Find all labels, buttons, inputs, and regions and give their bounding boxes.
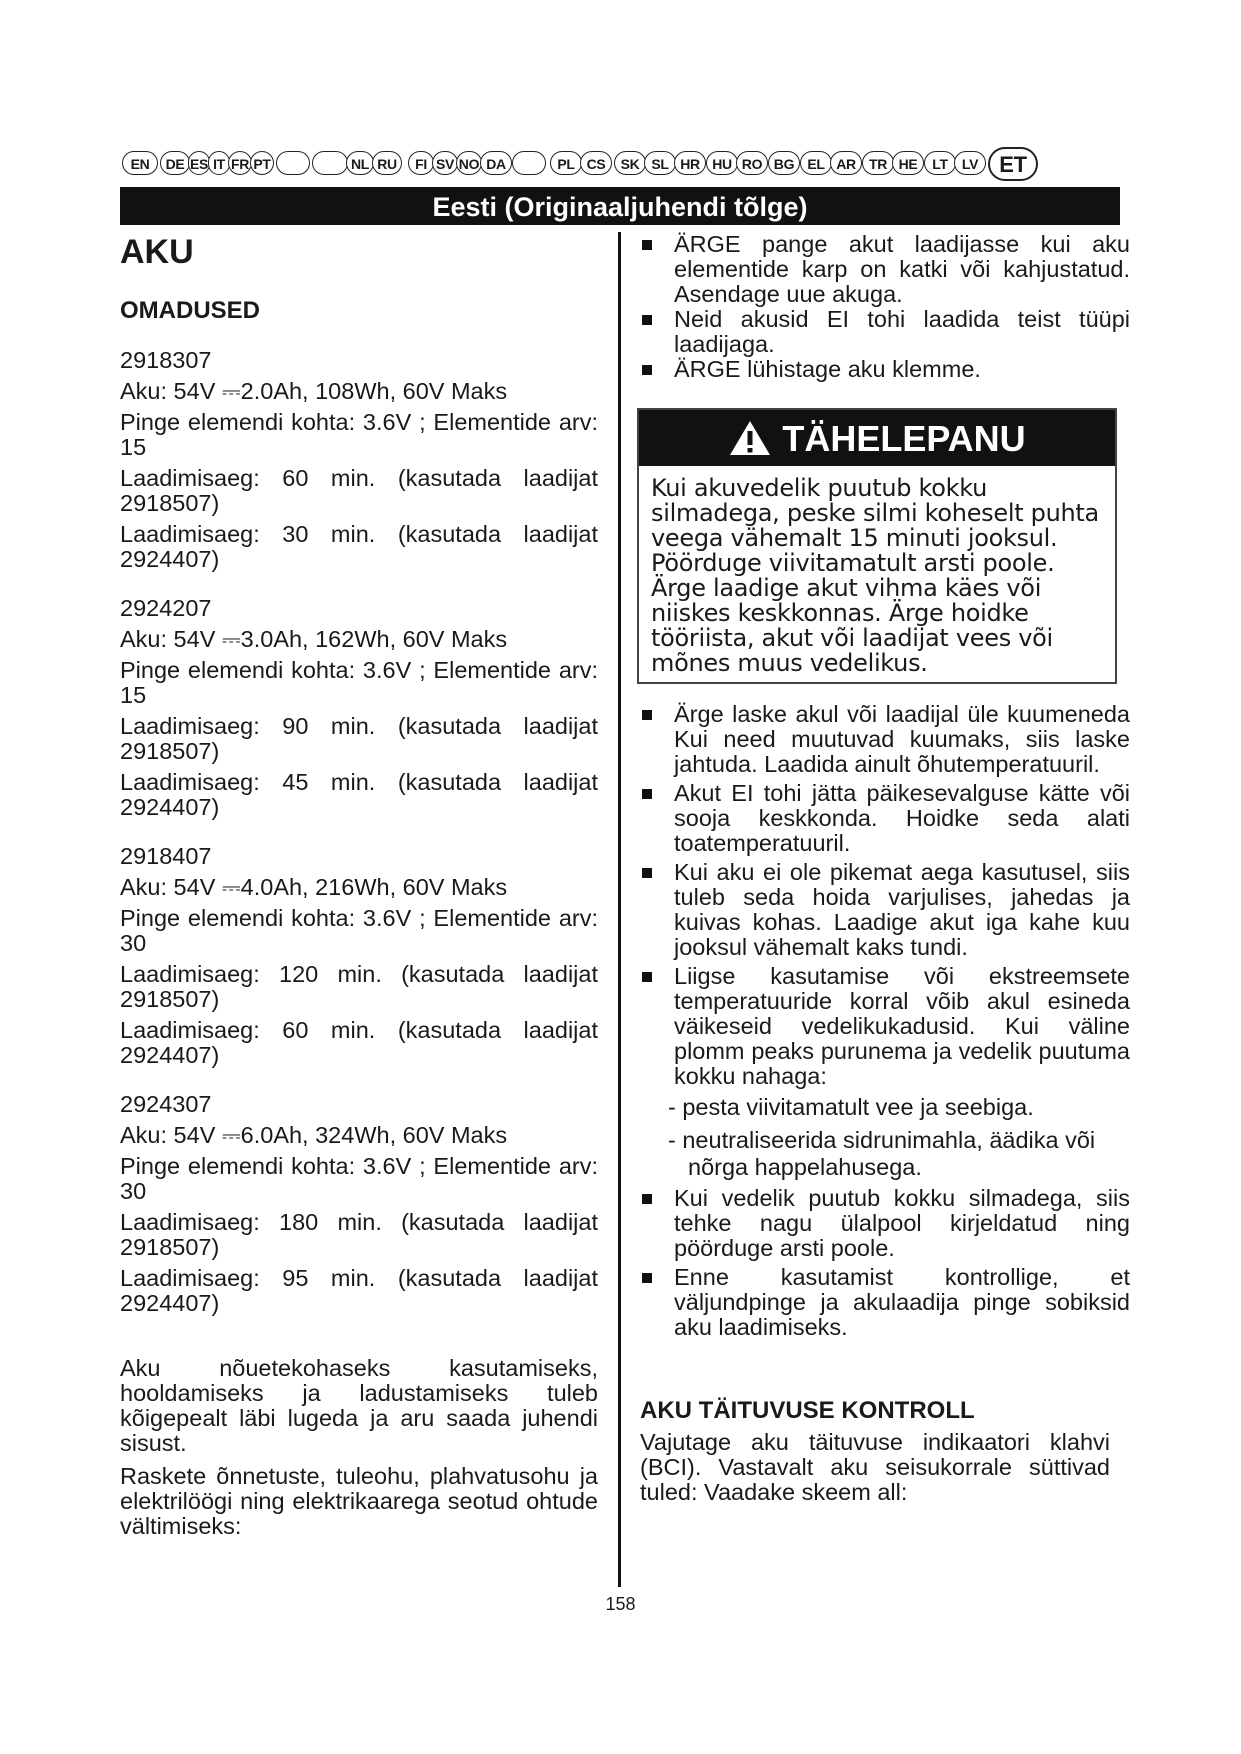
lang-blank-3: [512, 151, 546, 175]
warning-title: TÄHELEPANU: [782, 418, 1026, 459]
lang-fi: FI: [408, 151, 434, 175]
spec-battery: Aku: 54V ⎓2.0Ah, 108Wh, 60V Maks: [120, 378, 508, 404]
spec-charge-time: Laadimisaeg: 60 min. (kasutada laadijat 2924407): [120, 1017, 598, 1068]
spec-battery: Aku: 54V ⎓6.0Ah, 324Wh, 60V Maks: [120, 1122, 508, 1148]
bullet-square-icon: [642, 315, 652, 325]
bullet-text: Akut EI tohi jätta päikesevalguse kätte või sooja keskkonda. Hoidke seda alati toatemperatuuril.: [674, 780, 1130, 856]
warning-box: [637, 408, 1117, 684]
spec-block-3: [120, 844, 598, 1068]
bullet-item: [640, 232, 1130, 307]
spec-charge-time: Laadimisaeg: 45 min. (kasutada laadijat 2924407): [120, 769, 598, 820]
spec-charge-time: Laadimisaeg: 120 min. (kasutada laadijat 2918507): [120, 961, 598, 1012]
lang-blank-1: [276, 151, 310, 175]
bullet-square-icon: [642, 710, 652, 720]
spec-battery: Aku: 54V ⎓4.0Ah, 216Wh, 60V Maks: [120, 874, 508, 900]
page-number: 158: [605, 1594, 636, 1614]
bullet-square-icon: [642, 868, 652, 878]
spec-block-1: [120, 348, 598, 572]
spec-cell: Pinge elemendi kohta: 3.6V ; Elementide arv: 30: [120, 905, 598, 956]
bullet-item: [640, 860, 1130, 960]
bullet-square-icon: [642, 972, 652, 982]
lang-et-active: ET: [988, 147, 1038, 181]
dash-item: - neutraliseerida sidrunimahla, äädika või: [668, 1127, 1096, 1153]
lang-sl: SL: [644, 151, 676, 175]
spec-model: 2924307: [120, 1091, 212, 1117]
warning-triangle-icon: [728, 419, 772, 457]
lang-he: HE: [892, 151, 924, 175]
spec-charge-time: Laadimisaeg: 95 min. (kasutada laadijat 2924407): [120, 1265, 598, 1316]
bullet-item: [640, 781, 1130, 856]
warning-text: Kui akuvedelik puutub kokku silmadega, peske silmi koheselt puhta veega vähemalt 15 minuti jooksul. Pöörduge viivitamatult arsti poole. Ärge laadige akut vihma käes või niiskes keskkonnas. Ärge hoidke tööriista, akut või laadijat vees või mõnes muus vedelikus.: [651, 474, 1099, 677]
lang-de: DE: [160, 151, 190, 175]
bullet-item: [640, 1186, 1130, 1261]
right-column: [640, 232, 1130, 382]
bullet-square-icon: [642, 365, 652, 375]
lang-sv: SV: [432, 151, 458, 175]
left-column: [120, 232, 598, 1539]
bullet-text: Enne kasutamist kontrollige, et väljundpinge ja akulaadija pinge sobiksid aku laadimiseks.: [674, 1264, 1130, 1340]
lang-es: ES: [188, 151, 210, 175]
spec-model: 2918407: [120, 843, 212, 869]
column-divider: [618, 232, 621, 1587]
lang-el: EL: [800, 151, 832, 175]
lang-lt: LT: [924, 151, 956, 175]
lang-ar: AR: [830, 151, 862, 175]
spec-block-4: [120, 1092, 598, 1316]
bullet-square-icon: [642, 1273, 652, 1283]
bullet-text: Kui aku ei ole pikemat aega kasutusel, siis tuleb seda hoida varjulises, jahedas ja kuivas kohas. Laadige akut iga kahe kuu jooksul vähemalt kaks tundi.: [674, 859, 1130, 960]
spec-cell: Pinge elemendi kohta: 3.6V ; Elementide arv: 15: [120, 409, 598, 460]
lang-ro: RO: [736, 151, 768, 175]
lang-nl: NL: [346, 151, 374, 175]
bullet-text: Ärge laske akul või laadijal üle kuumeneda Kui need muutuvad kuumaks, siis laske jahtuda. Laadida ainult õhutemperatuuril.: [674, 701, 1130, 777]
bullet-square-icon: [642, 1194, 652, 1204]
bullet-text: Kui vedelik puutub kokku silmadega, siis tehke nagu ülalpool kirjeldatud ning pöörduge arsti poole.: [674, 1185, 1130, 1261]
bullet-item: [640, 702, 1130, 777]
lang-hu: HU: [706, 151, 738, 175]
bullet-item: [640, 1265, 1130, 1340]
right-column-lower: [640, 702, 1130, 1505]
spec-charge-time: Laadimisaeg: 180 min. (kasutada laadijat 2918507): [120, 1209, 598, 1260]
spec-cell: Pinge elemendi kohta: 3.6V ; Elementide arv: 30: [120, 1153, 598, 1204]
lang-pl: PL: [550, 151, 582, 175]
lang-it: IT: [208, 151, 230, 175]
bullet-square-icon: [642, 240, 652, 250]
bullet-text: ÄRGE pange akut laadijasse kui aku elementide karp on katki või kahjustatud. Asendage uue akuga.: [674, 231, 1130, 307]
dash-item: - pesta viivitamatult vee ja seebiga.: [668, 1094, 1034, 1120]
bullet-item: [640, 964, 1130, 1089]
lang-lv: LV: [954, 151, 986, 175]
spec-charge-time: Laadimisaeg: 90 min. (kasutada laadijat 2918507): [120, 713, 598, 764]
spec-charge-time: Laadimisaeg: 30 min. (kasutada laadijat 2924407): [120, 521, 598, 572]
bullet-text: Liigse kasutamise või ekstreemsete temperatuuride korral võib akul esineda väikeseid vedelikukadusid. Kui väline plomm peaks purunema ja vedelik puutuma kokku nahaga:: [674, 963, 1130, 1089]
spec-battery: Aku: 54V ⎓3.0Ah, 162Wh, 60V Maks: [120, 626, 508, 652]
bci-text: Vajutage aku täituvuse indikaatori klahvi (BCI). Vastavalt aku seisukorrale süttivad tuled: Vaadake skeem all:: [640, 1429, 1110, 1505]
lang-fr: FR: [228, 151, 252, 175]
language-banner: Eesti (Originaaljuhendi tõlge): [120, 187, 1120, 225]
lang-tr: TR: [862, 151, 894, 175]
lang-cs: CS: [580, 151, 612, 175]
lang-en: EN: [122, 151, 158, 175]
section-title: AKU: [120, 233, 194, 271]
language-strip: [122, 147, 1118, 181]
bci-heading: AKU TÄITUVUSE KONTROLL: [640, 1397, 975, 1424]
lang-sk: SK: [614, 151, 646, 175]
bullet-square-icon: [642, 789, 652, 799]
bullet-item: [640, 307, 1130, 357]
spec-block-2: [120, 596, 598, 820]
lang-pt: PT: [250, 151, 274, 175]
lang-hr: HR: [674, 151, 706, 175]
bullet-text: ÄRGE lühistage aku klemme.: [674, 356, 981, 382]
lang-da: DA: [480, 151, 512, 175]
spec-cell: Pinge elemendi kohta: 3.6V ; Elementide arv: 15: [120, 657, 598, 708]
dash-item: nõrga happelahusega.: [688, 1154, 922, 1180]
intro-paragraph: Raskete õnnetuste, tuleohu, plahvatusohu ja elektrilöögi ning elektrikaarega seotud ohtude vältimiseks:: [120, 1463, 598, 1539]
warning-header: [639, 410, 1115, 466]
bullet-item: [640, 357, 1130, 382]
features-heading: OMADUSED: [120, 297, 261, 324]
spec-model: 2918307: [120, 347, 212, 373]
spec-charge-time: Laadimisaeg: 60 min. (kasutada laadijat 2918507): [120, 465, 598, 516]
intro-paragraph: Aku nõuetekohaseks kasutamiseks, hooldamiseks ja ladustamiseks tuleb kõigepealt läbi lugeda ja aru saada juhendi sisust.: [120, 1355, 598, 1456]
spec-model: 2924207: [120, 595, 212, 621]
bullet-text: Neid akusid EI tohi laadida teist tüüpi laadijaga.: [674, 306, 1130, 357]
lang-blank-2: [312, 151, 348, 175]
lang-no: NO: [456, 151, 482, 175]
lang-ru: RU: [372, 151, 402, 175]
lang-bg: BG: [768, 151, 800, 175]
